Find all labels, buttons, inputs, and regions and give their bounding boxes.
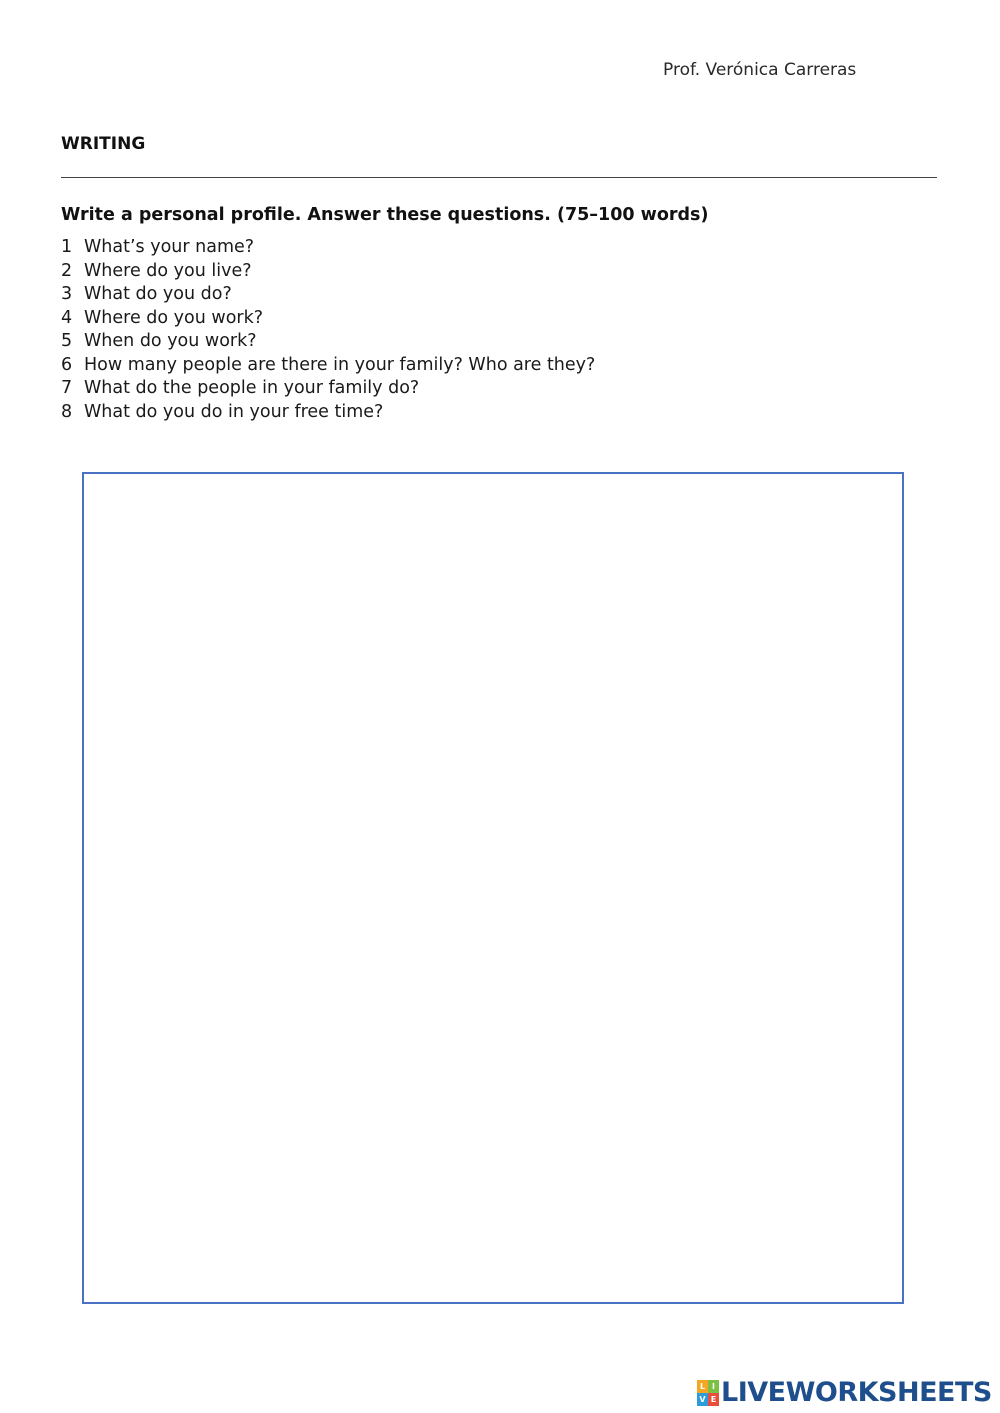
question-item	[61, 401, 595, 425]
section-title: WRITING	[61, 134, 146, 154]
logo-mark-letter: L	[697, 1380, 708, 1393]
question-list	[61, 236, 595, 424]
question-text: What’s your name?	[84, 237, 255, 257]
question-item	[61, 377, 595, 401]
question-text: Where do you live?	[84, 260, 252, 281]
question-number: 4	[61, 307, 73, 328]
task-instruction: Write a personal profile. Answer these questions. (75–100 words)	[61, 205, 709, 225]
question-item	[61, 307, 595, 331]
author-name: Prof. Verónica Carreras	[663, 60, 857, 80]
question-item	[61, 330, 595, 354]
question-number: 3	[61, 284, 73, 304]
question-number: 1	[61, 237, 73, 257]
question-number: 6	[61, 354, 73, 375]
question-text: What do you do in your free time?	[84, 401, 384, 422]
question-number: 2	[61, 260, 73, 281]
liveworksheets-logo	[697, 1378, 992, 1408]
liveworksheets-logo-icon	[697, 1380, 719, 1406]
question-number: 7	[61, 378, 73, 398]
question-text: When do you work?	[84, 331, 257, 351]
question-text: How many people are there in your family? Who are they?	[84, 354, 596, 375]
logo-mark-letter: V	[697, 1393, 708, 1406]
answer-text-box[interactable]	[82, 472, 904, 1304]
question-number: 5	[61, 331, 73, 351]
question-text: Where do you work?	[84, 307, 264, 328]
question-item	[61, 283, 595, 307]
divider-line	[61, 177, 937, 178]
question-item	[61, 236, 595, 260]
question-item	[61, 260, 595, 284]
logo-mark-letter: I	[708, 1380, 719, 1393]
question-text: What do the people in your family do?	[84, 378, 420, 398]
question-number: 8	[61, 401, 73, 422]
question-text: What do you do?	[84, 284, 232, 304]
logo-mark-letter: E	[708, 1393, 719, 1406]
question-item	[61, 354, 595, 378]
logo-text: LIVEWORKSHEETS	[721, 1377, 992, 1408]
